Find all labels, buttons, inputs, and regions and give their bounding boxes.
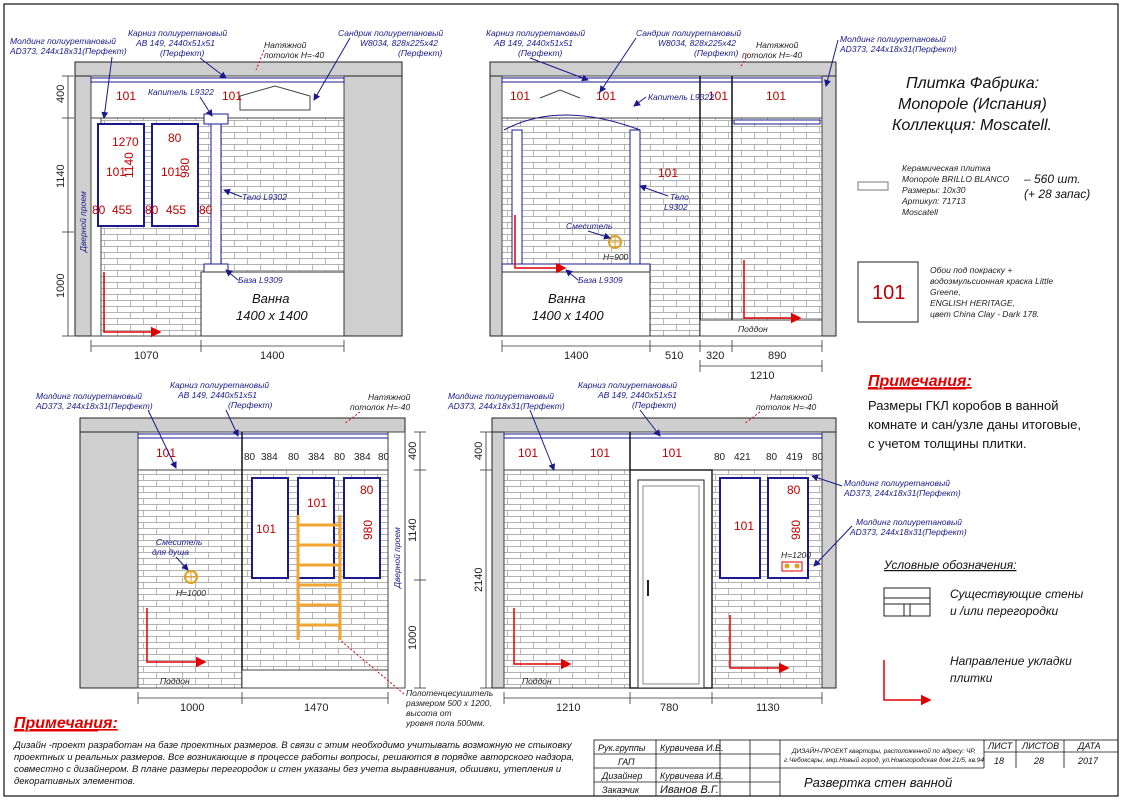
- dim-label: 80: [812, 452, 824, 463]
- legend-direction: Направление укладки: [950, 654, 1072, 668]
- molding-label: Молдинг полиуретановый: [36, 391, 142, 401]
- room-label: 101: [222, 89, 243, 103]
- base-label: База L9309: [238, 275, 283, 285]
- towel-label: высота от: [406, 708, 452, 718]
- dim-label: 421: [734, 452, 751, 463]
- cornice-label: Карниз полиуретановый: [486, 28, 586, 38]
- dim-label: 80: [288, 452, 300, 463]
- notes-bottom-line: Дизайн -проект разработан на базе проектных размеров. В связи с этим необходимо учитывать возможную не стыковку: [14, 740, 572, 751]
- dim-label: 980: [178, 157, 192, 178]
- bath-size: 1400 х 1400: [532, 308, 604, 323]
- project-address: ДИЗАЙН-ПРОЕКТ квартиры, расположенной по адресу: ЧР,: [792, 748, 976, 755]
- molding-code: AD373, 244х18х31(Перфект): [36, 401, 153, 411]
- tile-direction-icon: [884, 660, 930, 700]
- wall-elevation-2: [490, 62, 836, 336]
- capitel-label: Капитель L9322: [148, 87, 214, 97]
- paint-desc: Greene,: [930, 287, 961, 297]
- base-label: База L9309: [578, 275, 623, 285]
- dim-label: 400: [55, 84, 67, 103]
- ceiling-label: Натяжной: [368, 392, 411, 402]
- cornice-perfect: (Перфект): [160, 48, 205, 58]
- ceiling-label: Натяжной: [770, 392, 813, 402]
- body-label: Тело L9302: [242, 192, 287, 202]
- cornice-code: AB 149, 2440х51х51: [598, 390, 677, 400]
- paint-code: 101: [872, 282, 906, 304]
- dim-label: 80: [145, 203, 159, 217]
- ceiling-label: потолок Н=-40: [350, 402, 411, 412]
- cornice-label: Карниз полиуретановый: [578, 380, 678, 390]
- legend-direction: плитки: [950, 671, 993, 685]
- dim-label: 1470: [304, 702, 329, 714]
- socket-height: H=1200: [781, 550, 812, 560]
- dim-label: 1130: [756, 702, 780, 714]
- tile-desc: Артикул: 71713: [902, 196, 966, 206]
- sandrik-code: W8034, 828х225х42: [658, 38, 736, 48]
- cornice-perfect: (Перфект): [518, 48, 563, 58]
- stamp-role: Дизайнер: [602, 771, 643, 781]
- towel-label: размером 500 х 1200,: [406, 698, 492, 708]
- room-label: 101: [590, 446, 611, 460]
- dim-label: 1000: [407, 625, 419, 650]
- body-label: L9302: [664, 202, 688, 212]
- molding-code: AD373, 244х18х31(Перфект): [850, 527, 967, 537]
- molding-label: Молдинг полиуретановый: [856, 517, 962, 527]
- tile-desc: Керамическая плитка: [902, 163, 991, 173]
- tile-qty: – 560 шт.: [1024, 172, 1081, 186]
- notes-bottom-line: совместно с дизайнером. В плане размеры перегородок и стен указаны без учета выравнивания, обшивки, утепления и: [14, 764, 562, 775]
- dim-label: 80: [92, 203, 106, 217]
- dim-label: 400: [473, 441, 485, 460]
- room-label: 101: [518, 446, 539, 460]
- cornice-label: Карниз полиуретановый: [128, 28, 228, 38]
- dim-label: 400: [407, 441, 419, 460]
- paint-desc: цвет China Clay - Dark 178.: [930, 309, 1040, 319]
- notes-right-line: Размеры ГКЛ коробов в ванной: [868, 398, 1059, 413]
- dim-label: 320: [706, 350, 725, 362]
- dim-label: 1270: [112, 135, 139, 149]
- stamp-sheet-count: 28: [1034, 756, 1045, 766]
- mixer-shower-label: Смеситель: [156, 537, 203, 547]
- mixer-label: Смеситель: [566, 221, 613, 231]
- tile-qty-reserve: (+ 28 запас): [1024, 187, 1091, 201]
- stamp-name: Курвичева И.В.: [660, 771, 724, 781]
- dim-label: 1210: [750, 370, 775, 382]
- stamp-header-sheets: ЛИСТОВ: [1022, 741, 1060, 751]
- dim-label: 1140: [407, 518, 419, 542]
- ceiling-label: Натяжной: [756, 40, 799, 50]
- dim-label: 80: [714, 452, 726, 463]
- mixer-height: H=900: [603, 252, 629, 262]
- cornice-label: Карниз полиуретановый: [170, 380, 270, 390]
- notes-bottom-line: проектных и реальных размеров. Все возникающие в процессе работы вопросы, решаются в порядке авторского надзора,: [14, 752, 575, 763]
- towel-label: уровня пола 500мм.: [406, 718, 486, 728]
- paint-desc: Обои под покраску +: [930, 265, 1013, 275]
- room-label: 101: [116, 89, 137, 103]
- dim-label: 80: [199, 203, 213, 217]
- stamp-sheet-number: 18: [994, 756, 1005, 766]
- room-label: 101: [510, 89, 531, 103]
- room-label: 101: [596, 89, 617, 103]
- room-label: 101: [256, 522, 277, 536]
- molding-code: AD373, 244х18х31(Перфект): [448, 401, 565, 411]
- wall-legend-icon: [884, 588, 930, 616]
- molding-label: Молдинг полиуретановый: [840, 34, 946, 44]
- mixer-shower-label: для душа: [152, 547, 190, 557]
- legend-walls: и /или перегородки: [950, 604, 1059, 618]
- dim-label: 1140: [55, 164, 67, 188]
- room-label: 101: [766, 89, 787, 103]
- cornice-perfect: (Перфект): [228, 400, 273, 410]
- dim-label: 1400: [564, 350, 589, 362]
- bath-label: Ванна: [548, 291, 586, 306]
- room-label: 101: [658, 166, 679, 180]
- door-label: Дверной проем: [392, 527, 402, 588]
- stamp-name: Курвичева И.В.: [660, 743, 724, 753]
- room-label: 101: [708, 89, 729, 103]
- tile-brand: Monopole (Испания): [898, 96, 1047, 113]
- sandrik-perfect: (Перфект): [694, 48, 739, 58]
- tray-label: Поддон: [522, 676, 552, 686]
- dim-label: 419: [786, 452, 803, 463]
- door-label: Дверной проем: [78, 191, 88, 252]
- shower-height: H=1000: [176, 588, 207, 598]
- notes-bottom-heading: Примечания:: [14, 715, 118, 732]
- dim-label: 80: [360, 483, 374, 497]
- dim-label: 384: [261, 452, 278, 463]
- dim-label: 1210: [556, 702, 581, 714]
- dim-label: 1400: [260, 350, 285, 362]
- dim-label: 455: [112, 203, 133, 217]
- towel-label: Полотенцесушитель: [406, 688, 494, 698]
- capitel-label: Капитель L9322: [648, 92, 714, 102]
- dim-label: 1070: [134, 350, 159, 362]
- tile-desc: Moscatell: [902, 207, 938, 217]
- dim-label: 1000: [180, 702, 205, 714]
- bath-size: 1400 х 1400: [236, 308, 308, 323]
- dim-label: 780: [660, 702, 679, 714]
- ceiling-label: потолок Н=-40: [756, 402, 817, 412]
- bath-label: Ванна: [252, 291, 290, 306]
- tile-factory: Плитка Фабрика:: [906, 75, 1040, 92]
- molding-code: AD373, 244х18х31(Перфект): [10, 46, 127, 56]
- legend-walls: Существующие стены: [950, 587, 1084, 601]
- dim-label: 1140: [122, 152, 136, 178]
- stamp-role: ГАП: [618, 757, 635, 767]
- dim-label: 80: [168, 131, 182, 145]
- dim-label: 510: [665, 350, 684, 362]
- ceiling-label: потолок Н=-40: [264, 50, 325, 60]
- cornice-code: AB 149, 2440х51х51: [136, 38, 215, 48]
- sandrik-perfect: (Перфект): [398, 48, 443, 58]
- stamp-role: Рук.группы: [598, 743, 646, 753]
- cornice-code: AB 149, 2440х51х51: [494, 38, 573, 48]
- stamp-name: Иванов В.Г.: [660, 784, 719, 796]
- dim-label: 1000: [55, 273, 67, 298]
- notes-right-heading: Примечания:: [868, 373, 972, 390]
- tile-collection: Коллекция: Moscatell.: [892, 117, 1052, 134]
- dim-label: 2140: [473, 567, 485, 592]
- room-label: 101: [161, 165, 182, 179]
- molding-code: AD373, 244х18х31(Перфект): [840, 44, 957, 54]
- dim-label: 890: [768, 350, 787, 362]
- dim-label: 455: [166, 203, 187, 217]
- molding-label: Молдинг полиуретановый: [448, 391, 554, 401]
- sandrik-label: Сандрик полиуретановый: [636, 28, 742, 38]
- body-label: Тело: [670, 192, 689, 202]
- dim-label: 80: [787, 483, 801, 497]
- room-label: 101: [734, 519, 755, 533]
- molding-label: Молдинг полиуретановый: [844, 478, 950, 488]
- dim-label: 980: [361, 519, 375, 540]
- ceiling-label: потолок Н=-40: [742, 50, 803, 60]
- dim-label: 384: [308, 452, 325, 463]
- tile-swatch: [858, 182, 888, 190]
- stamp-role: Заказчик: [602, 785, 640, 795]
- cornice-perfect: (Перфект): [632, 400, 677, 410]
- stamp-header-date: ДАТА: [1078, 741, 1101, 751]
- tile-desc: Размеры: 10х30: [902, 185, 966, 195]
- tray-label: Поддон: [160, 676, 190, 686]
- sandrik-code: W8034, 828х225х42: [360, 38, 438, 48]
- notes-right-line: комнате и сан/узле даны итоговые,: [868, 417, 1081, 432]
- room-label: 101: [662, 446, 683, 460]
- paint-desc: водоэмульсионная краска Little: [930, 276, 1054, 286]
- sandrik-label: Сандрик полиуретановый: [338, 28, 444, 38]
- dim-label: 80: [244, 452, 256, 463]
- paint-desc: ENGLISH HERITAGE,: [930, 298, 1015, 308]
- molding-code: AD373, 244х18х31(Перфект): [844, 488, 961, 498]
- room-label: 101: [156, 446, 177, 460]
- room-label: 101: [307, 496, 328, 510]
- stamp-header-sheet: ЛИСТ: [988, 741, 1013, 751]
- notes-right-line: с учетом толщины плитки.: [868, 436, 1027, 451]
- room-label: 101: [106, 165, 127, 179]
- project-address: г.Чебоксары, мкр.Новый город, ул.Новогородская дом 21/5, кв.94: [784, 757, 985, 764]
- sheet-title: Развертка стен ванной: [804, 775, 953, 790]
- dim-label: 384: [354, 452, 371, 463]
- dim-label: 80: [766, 452, 778, 463]
- tile-desc: Monopole BRILLO BLANCO: [902, 174, 1010, 184]
- stamp-date: 2017: [1078, 756, 1099, 766]
- wall-elevation-1: [75, 62, 402, 336]
- cornice-code: AB 149, 2440х51х51: [178, 390, 257, 400]
- legend-heading: Условные обозначения:: [884, 558, 1017, 572]
- dim-label: 980: [789, 519, 803, 540]
- notes-bottom-line: декоративных элементов.: [14, 776, 136, 787]
- dim-label: 80: [378, 452, 390, 463]
- ceiling-label: Натяжной: [264, 40, 307, 50]
- tray-label: Поддон: [738, 324, 768, 334]
- dim-label: 80: [334, 452, 346, 463]
- molding-label: Молдинг полиуретановый: [10, 36, 116, 46]
